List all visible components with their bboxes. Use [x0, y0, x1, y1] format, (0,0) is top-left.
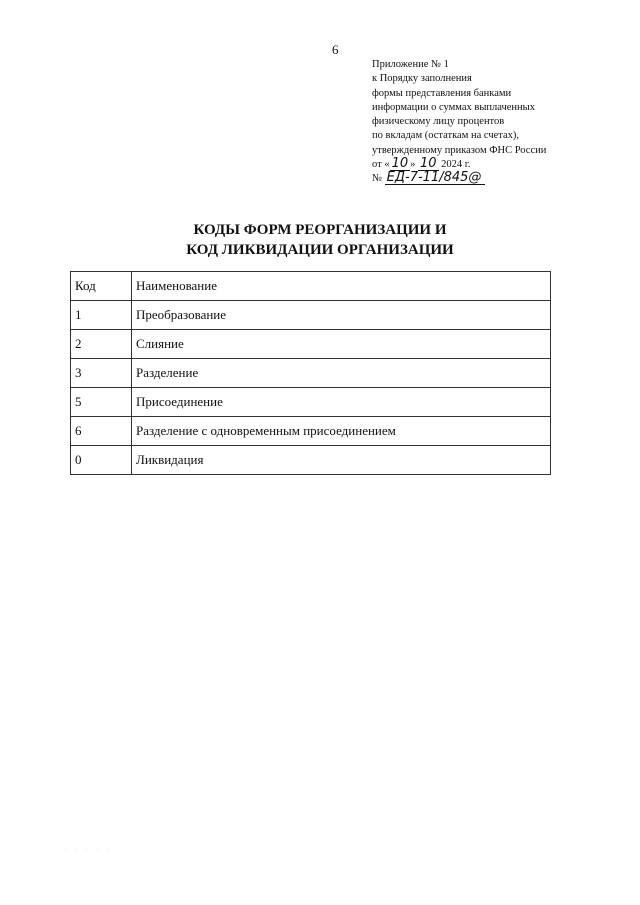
code-cell: 6: [71, 417, 132, 446]
date-day: 10: [391, 156, 409, 172]
name-cell: Слияние: [132, 330, 551, 359]
code-cell: 0: [71, 446, 132, 475]
code-cell: 2: [71, 330, 132, 359]
table-row: [71, 330, 551, 359]
table-row: [71, 301, 551, 330]
name-cell: Разделение с одновременным присоединением: [132, 417, 551, 446]
code-cell: 1: [71, 301, 132, 330]
name-cell: Присоединение: [132, 388, 551, 417]
order-number: ЕД-7-11/845@: [385, 172, 486, 185]
annex-line: формы представления банками: [372, 87, 512, 99]
date-month: 10: [420, 156, 437, 172]
document-title: [0, 220, 640, 260]
table-row: [71, 417, 551, 446]
table-header-row: [71, 272, 551, 301]
annex-line: по вкладам (остаткам на счетах),: [372, 130, 520, 142]
date-sep: »: [410, 159, 416, 171]
annex-line: утвержденному приказом ФНС России: [372, 144, 547, 156]
title-line: КОД ЛИКВИДАЦИИ ОРГАНИЗАЦИИ: [186, 242, 454, 258]
title-line: КОДЫ ФОРМ РЕОРГАНИЗАЦИИ И: [193, 222, 447, 238]
column-header-code: Код: [71, 272, 132, 301]
annex-line: Приложение № 1: [372, 59, 449, 70]
date-year: 2024 г.: [441, 159, 471, 171]
code-cell: 5: [71, 388, 132, 417]
page-number: 6: [332, 42, 339, 57]
table-row: [71, 359, 551, 388]
name-cell: Разделение: [132, 359, 551, 388]
date-prefix: от «: [372, 159, 390, 171]
annex-line: физическому лицу процентов: [372, 116, 505, 128]
code-cell: 3: [71, 359, 132, 388]
name-cell: Преобразование: [132, 301, 551, 330]
annex-line: к Порядку заполнения: [372, 73, 472, 85]
codes-table: [70, 271, 551, 475]
name-cell: Ликвидация: [132, 446, 551, 475]
annex-number-line: [372, 172, 546, 186]
annex-block: [372, 58, 546, 187]
scan-artifact: · · · · ·: [64, 846, 113, 855]
annex-line: информации о суммах выплаченных: [372, 101, 535, 113]
table-row: [71, 388, 551, 417]
column-header-name: Наименование: [132, 272, 551, 301]
table-row: [71, 446, 551, 475]
number-prefix: №: [372, 173, 383, 185]
